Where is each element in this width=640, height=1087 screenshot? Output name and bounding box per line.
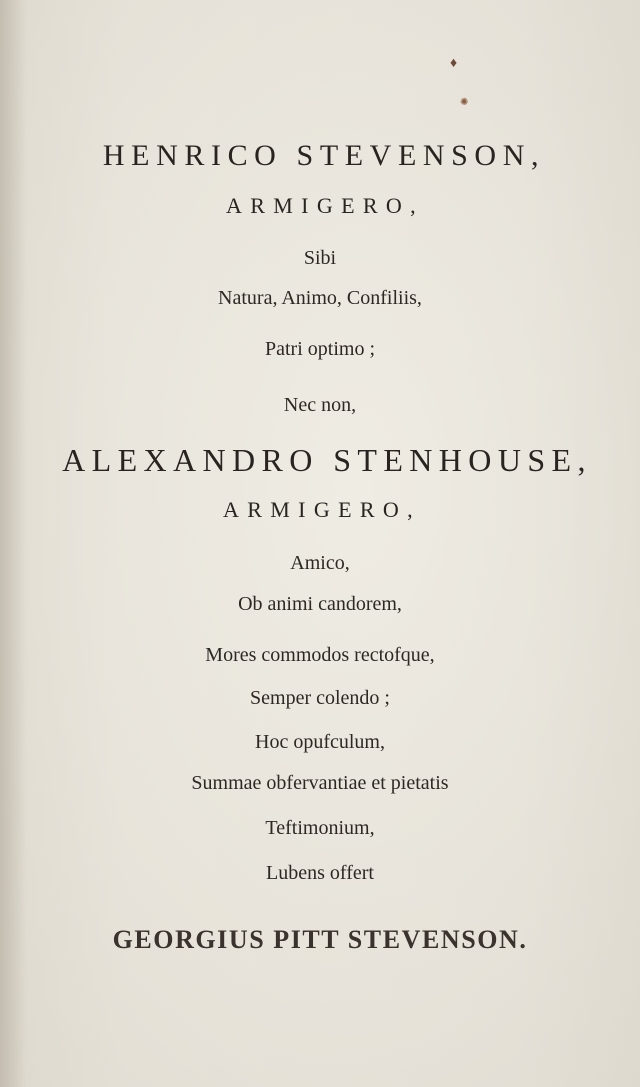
recipient-2-name: ALEXANDRO STENHOUSE, (62, 442, 592, 478)
line-mores: Mores commodos rectofque, (205, 644, 435, 666)
ink-spot-mark: ✺ (460, 97, 469, 108)
recipient-1-title: ARMIGERO, (225, 193, 425, 218)
line-nec-non: Nec non, (283, 394, 357, 416)
line-patri: Patri optimo ; (265, 338, 375, 360)
ink-spot-mark: ♦ (450, 56, 458, 71)
signatory-name: GEORGIUS PITT STEVENSON. (112, 925, 528, 954)
line-hoc: Hoc opufculum, (255, 731, 385, 753)
line-summae: Summae obfervantiae et pietatis (191, 772, 449, 794)
recipient-1-name: HENRICO STEVENSON, (102, 139, 546, 172)
line-amico: Amico, (290, 552, 350, 574)
line-testimonium: Teftimonium, (265, 817, 375, 839)
line-sibi: Sibi (303, 247, 337, 269)
line-ob-animi: Ob animi candorem, (238, 593, 402, 615)
line-semper: Semper colendo ; (250, 687, 390, 709)
line-natura: Natura, Animo, Confiliis, (218, 287, 422, 309)
line-lubens: Lubens offert (266, 862, 374, 884)
recipient-2-title: ARMIGERO, (222, 497, 422, 522)
